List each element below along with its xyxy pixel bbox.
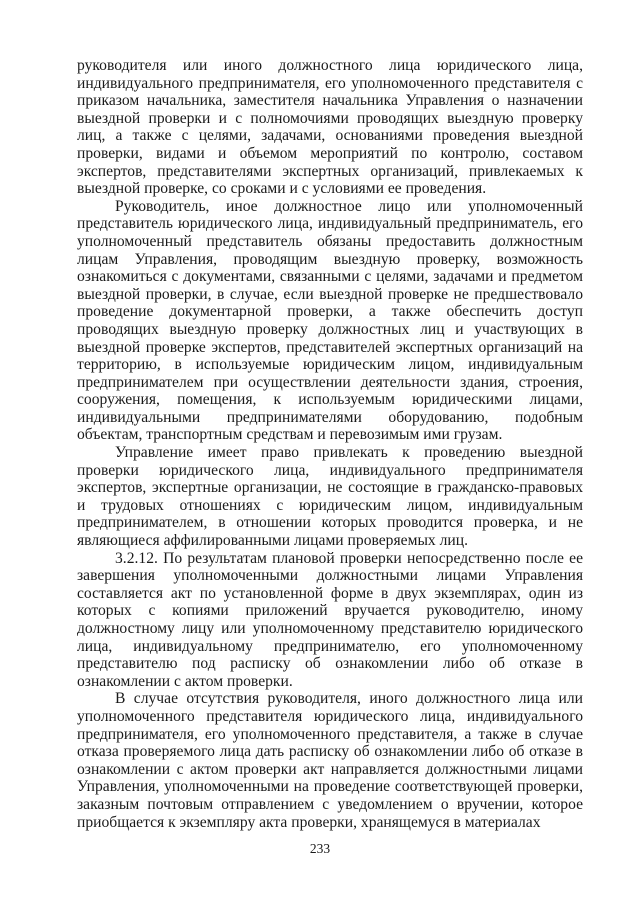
paragraph: Руководитель, иное должностное лицо или уполномоченный представитель юридического лица, индивидуальный предприниматель, его уполномоченный представитель обязаны предоставить должностным лицам Управления, проводящим выездную проверку, возможность ознакомиться с документами, связанными с целями, задачами и предметом выездной проверки, в случае, если выездной проверке не предшествовало проведение документарной проверки, а также обеспечить доступ проводящих выездную проверку должностных лиц и участвующих в выездной проверке экспертов, представителей экспертных организаций на территорию, в используемые юридическим лицом, индивидуальным предпринимателем при осуществлении деятельности здания, строения, сооружения, помещения, к используемым юридическими лицами, индивидуальными предпринимателями оборудованию, подобным объектам, транспортным средствам и перевозимым ими грузам.	[77, 197, 583, 444]
paragraph: Управление имеет право привлекать к проведению выездной проверки юридического лица, индивидуального предпринимателя экспертов, экспертные организации, не состоящие в гражданско-правовых и трудовых отношениях с юридическим лицом, индивидуальным предпринимателем, в отношении которых проводится проверка, и не являющиеся аффилированными лицами проверяемых лиц.	[77, 444, 583, 550]
paragraph-continuation: руководителя или иного должностного лица юридического лица, индивидуального предпринимателя, его уполномоченного представителя с приказом начальника, заместителя начальника Управления о назначении выездной проверки и с полномочиями проводящих выездную проверку лиц, а также с целями, задачами, основаниями проведения выездной проверки, видами и объемом мероприятий по контролю, составом экспертов, представителями экспертных организаций, привлекаемых к выездной проверке, со сроками и с условиями ее проведения.	[77, 57, 583, 198]
paragraph: В случае отсутствия руководителя, иного должностного лица или уполномоченного представителя юридического лица, индивидуального предпринимателя, его уполномоченного представителя, а также в случае отказа проверяемого лица дать расписку об ознакомлении либо об отказе в ознакомлении с актом проверки акт направляется должностными лицами Управления, уполномоченными на проведение соответствующей проверки, заказным почтовым отправлением с уведомлением о вручении, которое приобщается к экземпляру акта проверки, хранящемуся в материалах	[77, 690, 583, 831]
body-text	[77, 57, 583, 831]
paragraph: 3.2.12. По результатам плановой проверки непосредственно после ее завершения уполномоченными должностными лицами Управления составляется акт по установленной форме в двух экземплярах, один из которых с копиями приложений вручается руководителю, иному должностному лицу или уполномоченному представителю юридического лица, индивидуальному предпринимателю, его уполномоченному представителю под расписку об ознакомлении либо об отказе в ознакомлении с актом проверки.	[77, 549, 583, 690]
page-number: 233	[309, 841, 331, 856]
